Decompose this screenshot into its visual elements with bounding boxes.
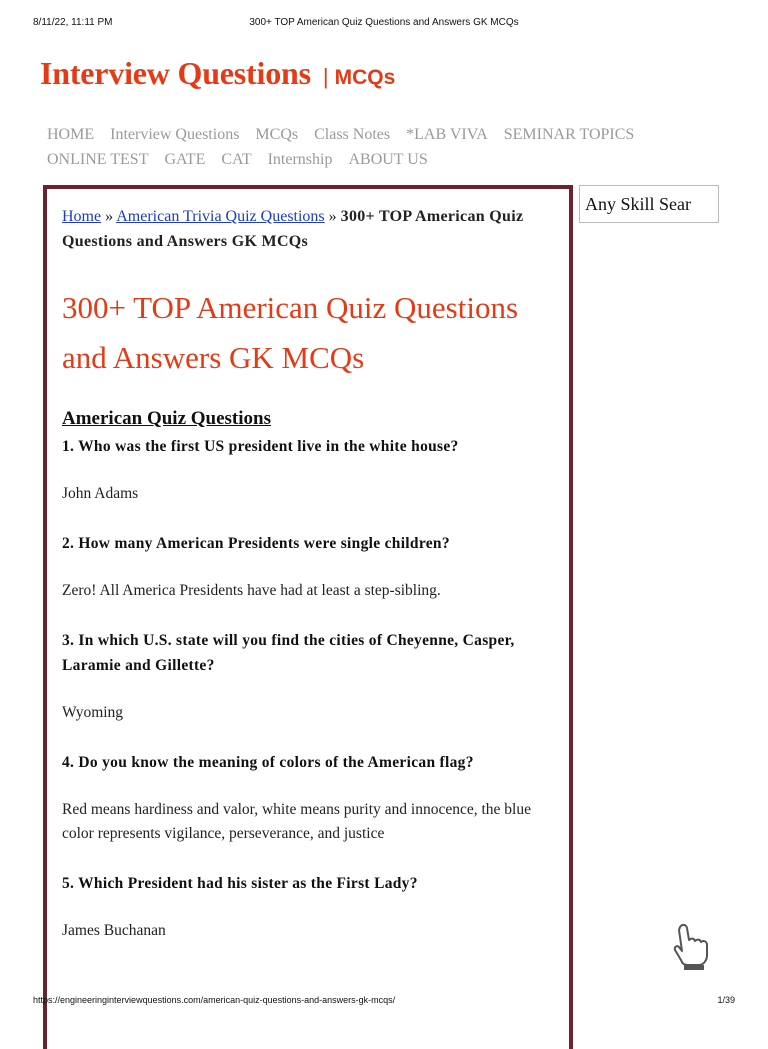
question-text: 1. Who was the first US president live in the white house?	[62, 438, 459, 455]
nav-item-internship[interactable]: Internship	[267, 151, 333, 168]
answer-text: James Buchanan	[62, 922, 166, 939]
nav-item-home[interactable]: HOME	[47, 126, 95, 143]
nav-item-class-notes[interactable]: Class Notes	[314, 126, 391, 143]
nav-item-gate[interactable]: GATE	[164, 151, 206, 168]
print-datetime: 8/11/22, 11:11 PM	[33, 17, 113, 28]
print-page-number: 1/39	[717, 995, 735, 1005]
article-container	[43, 185, 573, 1049]
nav-item-seminar-topics[interactable]: SEMINAR TOPICS	[503, 126, 635, 143]
qa-item	[62, 434, 552, 506]
main-nav	[47, 122, 697, 172]
skill-search-input[interactable]: Any Skill Sear	[579, 185, 719, 223]
section-heading: American Quiz Questions	[62, 408, 271, 429]
print-url: https://engineeringinterviewquestions.com/american-quiz-questions-and-answers-gk-mcqs/	[33, 995, 396, 1005]
qa-item	[62, 628, 552, 725]
answer-text: Wyoming	[62, 704, 124, 721]
logo-sub: MCQs	[334, 66, 396, 89]
question-text: 4. Do you know the meaning of colors of the American flag?	[62, 754, 474, 771]
question-text: 5. Which President had his sister as the First Lady?	[62, 875, 418, 892]
print-header	[0, 17, 768, 31]
breadcrumb-home-link[interactable]: Home	[62, 208, 102, 225]
qa-list	[62, 434, 552, 943]
nav-item-cat[interactable]: CAT	[221, 151, 252, 168]
logo-separator: |	[322, 64, 329, 89]
nav-item-lab-viva[interactable]: *LAB VIVA	[406, 126, 488, 143]
answer-text: Zero! All America Presidents have had at least a step-sibling.	[62, 582, 441, 599]
breadcrumb-category-link[interactable]: American Trivia Quiz Questions	[116, 208, 325, 225]
breadcrumb-separator: »	[328, 208, 337, 225]
breadcrumb-separator: »	[105, 208, 114, 225]
page-title: 300+ TOP American Quiz Questions and Answers GK MCQs	[62, 290, 519, 375]
nav-item-interview-questions[interactable]: Interview Questions	[110, 126, 240, 143]
qa-item	[62, 531, 552, 603]
answer-text: Red means hardiness and valor, white means purity and innocence, the blue color represents vigilance, perseverance, and justice	[62, 801, 531, 842]
answer-text: John Adams	[62, 485, 139, 502]
print-title: 300+ TOP American Quiz Questions and Answers GK MCQs	[249, 17, 519, 28]
question-text: 3. In which U.S. state will you find the cities of Cheyenne, Casper, Laramie and Gillette?	[62, 632, 515, 674]
breadcrumb	[62, 204, 552, 254]
question-text: 2. How many American Presidents were single children?	[62, 535, 450, 552]
print-footer	[0, 995, 768, 1009]
pointing-hand-icon[interactable]	[668, 923, 714, 971]
nav-item-online-test[interactable]: ONLINE TEST	[47, 151, 149, 168]
nav-item-mcqs[interactable]: MCQs	[255, 126, 299, 143]
breadcrumb-current: 300+ TOP American Quiz Questions and Answers GK MCQs	[62, 208, 524, 250]
qa-item	[62, 871, 552, 943]
logo-brand: Interview Questions	[40, 55, 311, 91]
qa-item	[62, 750, 552, 846]
site-logo[interactable]	[40, 55, 395, 92]
nav-item-about-us[interactable]: ABOUT US	[348, 151, 428, 168]
